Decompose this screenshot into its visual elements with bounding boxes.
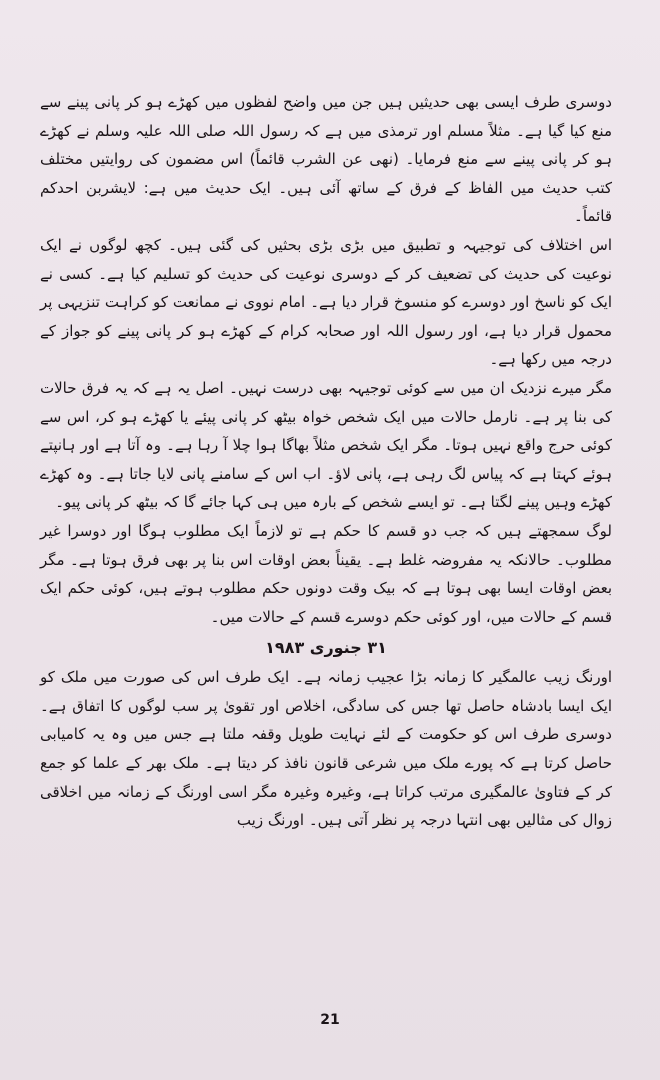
paragraph-4: لوگ سمجھتے ہیں کہ جب دو قسم کا حکم ہے تو لازماً ایک مطلوب ہوگا اور دوسرا غیر مطلوب۔ حالانکہ یہ مفروضہ غلط ہے۔ یقیناً بعض اوقات اس بنا پر بھی فرق ہوتا ہے۔ مگر بعض اوقات ایسا بھی ہوتا ہے کہ بیک وقت دونوں حکم مطلوب ہوتے ہیں، کوئی حکم ایک قسم کے حالات میں، اور کوئی حکم دوسرے قسم کے حالات میں۔: [40, 521, 612, 626]
page-number: 21: [320, 1012, 340, 1028]
paragraph-1: دوسری طرف ایسی بھی حدیثیں ہیں جن میں واضح لفظوں میں کھڑے ہو کر پانی پینے سے منع کیا گیا ہے۔ مثلاً مسلم اور ترمذی میں ہے کہ رسول اللہ صلی اللہ علیہ وسلم نے کھڑے ہو کر پانی پینے سے منع فرمایا۔ (نھی عن الشرب قائماً) اس مضمون کی روایتیں مختلف کتب حدیث میں الفاظ کے فرق کے ساتھ آئی ہیں۔ ایک حدیث میں ہے: لایشربن احدکم قائماً۔: [40, 93, 612, 226]
main-text: [40, 88, 612, 835]
paragraph-2: اس اختلاف کی توجیہہ و تطبیق میں بڑی بڑی بحثیں کی گئی ہیں۔ کچھ لوگوں نے ایک نوعیت کی حدیث کی تضعیف کر کے دوسری نوعیت کی حدیث کو تسلیم کیا ہے۔ کسی نے ایک کو ناسخ اور دوسرے کو منسوخ قرار دیا ہے۔ امام نووی نے ممانعت کو کراہت تنزیہی پر محمول قرار دیا ہے، اور رسول اللہ اور صحابہ کرام کے کھڑے ہو کر پانی پینے کو جواز کے درجہ میں رکھا ہے۔: [40, 235, 612, 369]
paragraph-3: مگر میرے نزدیک ان میں سے کوئی توجیہہ بھی درست نہیں۔ اصل یہ ہے کہ یہ فرق حالات کی بنا پر ہے۔ نارمل حالات میں ایک شخص خواہ بیٹھ کر پانی پیئے یا کھڑے ہو کر، اس سے کوئی حرج واقع نہیں ہوتا۔ مگر ایک شخص مثلاً بھاگا ہوا چلا آ رہا ہے۔ وہ آتا ہے اور ہانپتے ہوئے کہتا ہے کہ پیاس لگ رہی ہے، پانی لاؤ۔ اب اس کے سامنے پانی لایا جاتا ہے۔ وہ کھڑے کھڑے وہیں پینے لگتا ہے۔ تو ایسے شخص کے بارہ میں ہی کہا جائے گا کہ بیٹھ کر پانی پیو۔: [40, 378, 612, 512]
date-heading: ۳۱ جنوری ۱۹۸۳: [265, 638, 387, 658]
paragraph-5: اورنگ زیب عالمگیر کا زمانہ بڑا عجیب زمانہ ہے۔ ایک طرف اس کی صورت میں ملک کو ایک ایسا بادشاہ حاصل تھا جس کی سادگی، اخلاص اور تقویٰ پر سب لوگوں کا اتفاق ہے۔ دوسری طرف اس کو حکومت کے لئے نہایت طویل وقفہ ملتا ہے جس میں وہ یہ کامیابی حاصل کرتا ہے کہ پورے ملک میں شرعی قانون نافذ کر دیتا ہے۔ ملک بھر کے علما کو جمع کر کے فتاویٰ عالمگیری مرتب کراتا ہے، وغیرہ وغیرہ مگر اسی اورنگ کے زمانہ میں اخلاقی زوال کی مثالیں بھی انتہا درجہ پر نظر آتی ہیں۔ اورنگ زیب: [40, 668, 612, 830]
